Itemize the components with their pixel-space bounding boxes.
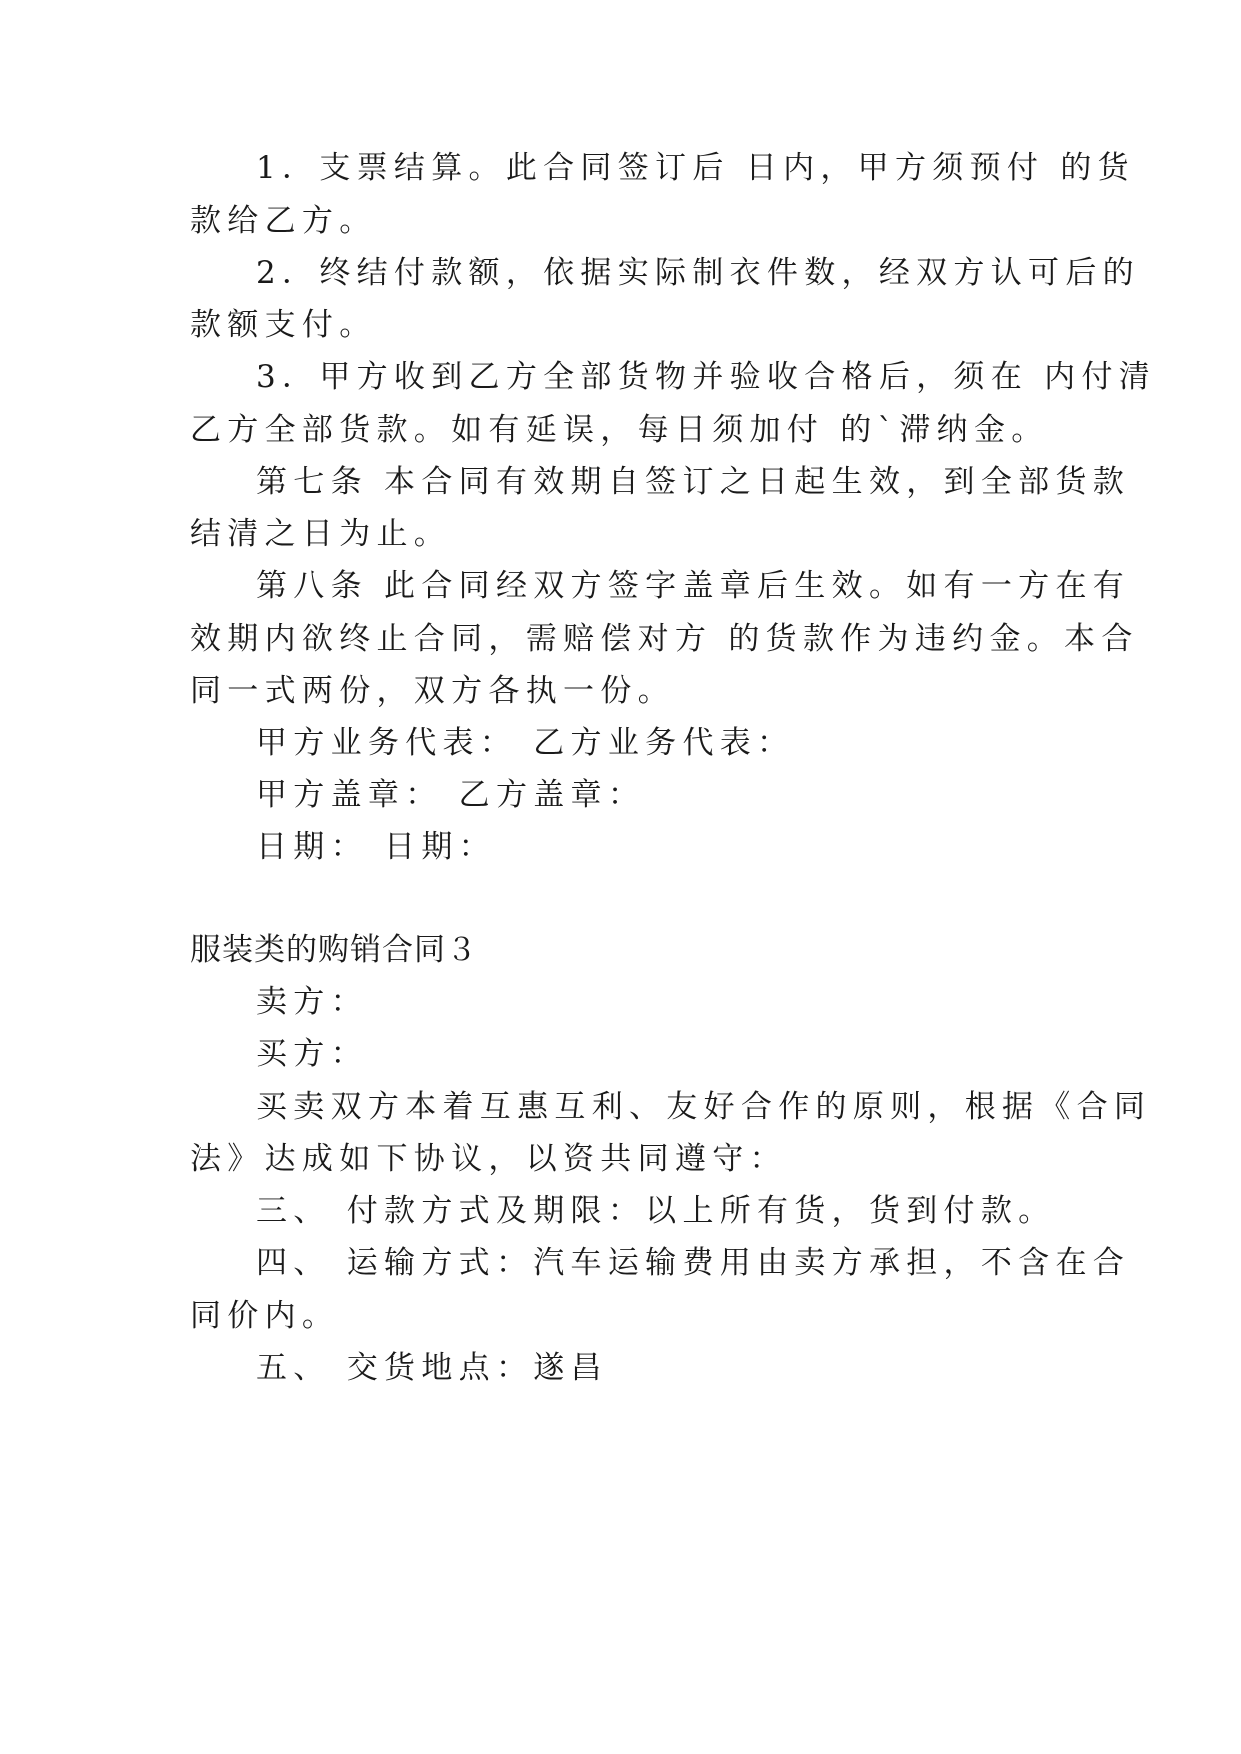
paragraph-line: 结清之日为止。 [190, 516, 452, 552]
paragraph-line: 款额支付。 [190, 307, 377, 343]
clause-transport-line: 四、 运输方式：汽车运输费用由卖方承担，不含在合 [256, 1245, 1131, 1281]
seller-line: 卖方： [256, 984, 368, 1020]
signature-date-line: 日期： 日期： [256, 829, 496, 865]
paragraph-line: 效期内欲终止合同，需赔偿对方 的货款作为违约金。本合 [190, 621, 1139, 657]
paragraph-line: 2．终结付款额，依据实际制衣件数，经双方认可后的 [256, 255, 1140, 291]
signature-seal-line: 甲方盖章： 乙方盖章： [256, 777, 646, 813]
paragraph-line: 买卖双方本着互惠互利、友好合作的原则，根据《合同 [256, 1089, 1152, 1125]
signature-representative-line: 甲方业务代表： 乙方业务代表： [256, 725, 795, 761]
paragraph-line: 同一式两份，双方各执一份。 [190, 673, 675, 709]
paragraph-line: 3．甲方收到乙方全部货物并验收合格后，须在 内付清 [256, 359, 1157, 395]
clause-delivery-line: 五、 交货地点：遂昌 [256, 1350, 608, 1386]
paragraph-line: 同价内。 [190, 1298, 340, 1334]
paragraph-line: 1．支票结算。此合同签订后 日内，甲方须预付 的货 [256, 150, 1135, 186]
paragraph-line: 第七条 本合同有效期自签订之日起生效，到全部货款 [256, 464, 1131, 500]
paragraph-line: 法》达成如下协议，以资共同遵守： [190, 1141, 787, 1177]
clause-payment-line: 三、 付款方式及期限：以上所有货，货到付款。 [256, 1193, 1056, 1229]
paragraph-line: 款给乙方。 [190, 203, 377, 239]
section-title: 服装类的购销合同３ [190, 932, 478, 968]
paragraph-line: 乙方全部货款。如有延误，每日须加付 的`滞纳金。 [190, 412, 1049, 448]
buyer-line: 买方： [256, 1036, 368, 1072]
paragraph-line: 第八条 此合同经双方签字盖章后生效。如有一方在有 [256, 568, 1131, 604]
